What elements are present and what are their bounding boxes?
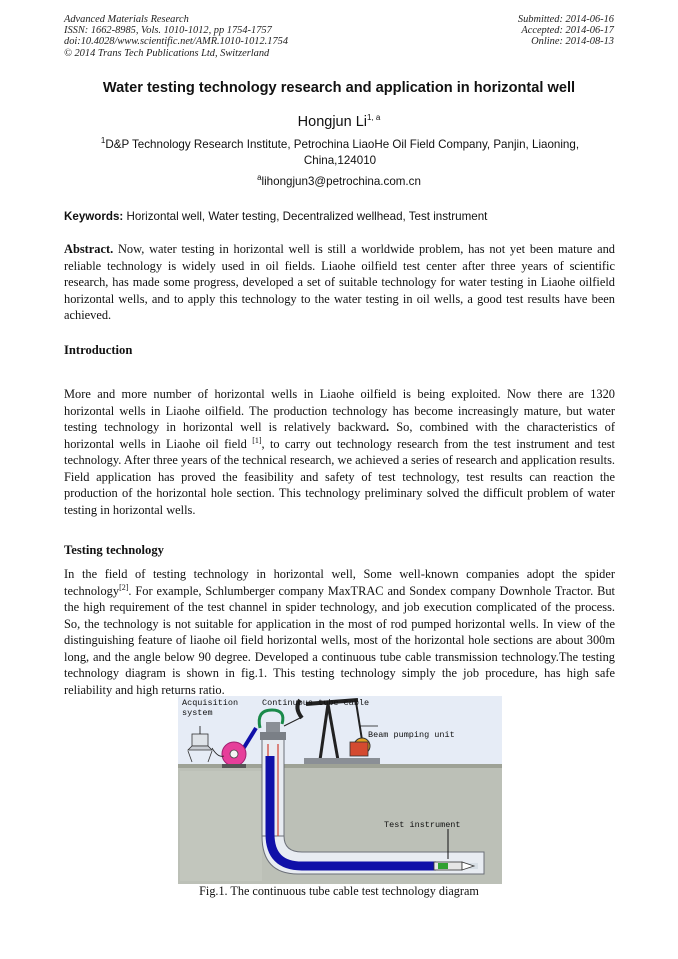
issn-line: ISSN: 1662-8985, Vols. 1010-1012, pp 1754-1757	[64, 25, 272, 37]
figure-caption: Fig.1. The continuous tube cable test technology diagram	[199, 884, 479, 898]
intro-text-2: So, combined with the characteristics of horizontal wells in Liaohe oil field	[64, 420, 615, 451]
intro-text-1: More and more number of horizontal wells in Liaohe oilfield is being exploited. Now there are 1320 horizontal wells in Liaohe oilfield. The production technology has become increasingly mature, but water testing technology in horizontal well is relatively backward	[64, 387, 615, 434]
wellhead-flange	[260, 732, 286, 740]
keywords	[64, 210, 624, 223]
label-acquisition-line2: system	[182, 708, 213, 718]
online-date: Online: 2014-08-13	[531, 36, 614, 48]
ground-strata	[180, 771, 262, 881]
laptop-screen	[192, 734, 208, 746]
intro-reference: [1]	[252, 435, 262, 445]
keywords-label: Keywords:	[64, 210, 124, 223]
submitted-date: Submitted: 2014-06-16	[517, 14, 614, 25]
testing-paragraph	[64, 566, 615, 698]
author-line	[0, 114, 678, 130]
testing-reference: [2]	[119, 582, 129, 592]
intro-bold-dot: .	[386, 420, 390, 434]
label-beam-pumping-unit: Beam pumping unit	[368, 730, 455, 740]
email-address: lihongjun3@petrochina.com.cn	[261, 175, 421, 188]
affiliation-sup: 1	[100, 136, 106, 146]
author-sup: 1, a	[366, 113, 381, 123]
drum-hub	[230, 750, 238, 758]
introduction-heading: Introduction	[64, 343, 133, 357]
abstract-label: Abstract.	[64, 242, 114, 256]
label-acquisition-line1: Acquisition	[182, 698, 239, 708]
journal-header-right	[518, 14, 614, 48]
test-instrument-sensor	[438, 863, 448, 869]
drum-base	[222, 764, 246, 768]
testing-text-2: . For example, Schlumberger company MaxTRAC and Sondex company Downhole Tractor. But the high requirement of the test channel in spider technology, and job execution complicated of the process. So, the technology is not suitable for application in the most of rod pumped horizontal wells. In view of the distinguishing feature of liaohe oil field horizontal wells, most of the horizontal hole sections are about 300m long, and the angle below 90 degree. Developed a continuous tube cable transmission technology.The testing technology diagram is shown in fig.1. This testing technology simply the job procedure, has high safe reliability and high returns ratio.	[64, 583, 615, 697]
abstract-text: Now, water testing in horizontal well is still a worldwide problem, has not yet been mature and reliable technology is widely used in oil fields. Liaohe oilfield test center after three years of scientific research, has made some progress, developed a set of suitable technology for water testing in Liaohe oilfield horizontal wells, and to apply this technology to the water testing in oil wells, a good test results have been achieved.	[64, 242, 615, 322]
journal-header-left	[64, 14, 288, 59]
email-sup: a	[257, 173, 262, 183]
keywords-text: Horizontal well, Water testing, Decentralized wellhead, Test instrument	[123, 210, 488, 223]
abstract	[64, 241, 615, 324]
test-technology-diagram	[178, 696, 502, 884]
label-continuous-tube-cable: Continuous tube cable	[262, 698, 370, 708]
testing-heading: Testing technology	[64, 543, 164, 557]
doi-line: doi:10.4028/www.scientific.net/AMR.1010-1012.1754	[64, 36, 289, 48]
journal-name: Advanced Materials Research	[64, 14, 189, 25]
wellhead-body	[266, 722, 280, 732]
affiliation-text: D&P Technology Research Institute, Petrochina LiaoHe Oil Field Company, Panjin, Liaoning, China,124010	[105, 138, 580, 167]
laptop-keyboard	[188, 746, 212, 750]
email-line	[0, 175, 678, 188]
pump-base	[304, 758, 380, 764]
label-test-instrument: Test instrument	[384, 820, 461, 830]
affiliation	[70, 137, 610, 168]
testing-text-1: In the field of testing technology in horizontal well, Some well-known companies adopt the spider technology	[64, 567, 615, 598]
author-name: Hongjun Li	[297, 114, 367, 130]
copyright-line: © 2014 Trans Tech Publications Ltd, Switzerland	[64, 47, 270, 59]
intro-text-3: , to carry out technology research from the test instrument and test technology. After three years of the technical research, we achieved a series of research and application results. Field application has proved the feasibility and safety of test technology, test results can reaction the production of the horizontal hole section. This technology preliminary solved the difficult problem of water testing in horizontal wells.	[64, 436, 615, 517]
paper-title: Water testing technology research and application in horizontal well	[102, 80, 576, 96]
introduction-paragraph	[64, 386, 615, 518]
gear-reducer	[350, 742, 368, 756]
accepted-date: Accepted: 2014-06-17	[521, 25, 614, 37]
